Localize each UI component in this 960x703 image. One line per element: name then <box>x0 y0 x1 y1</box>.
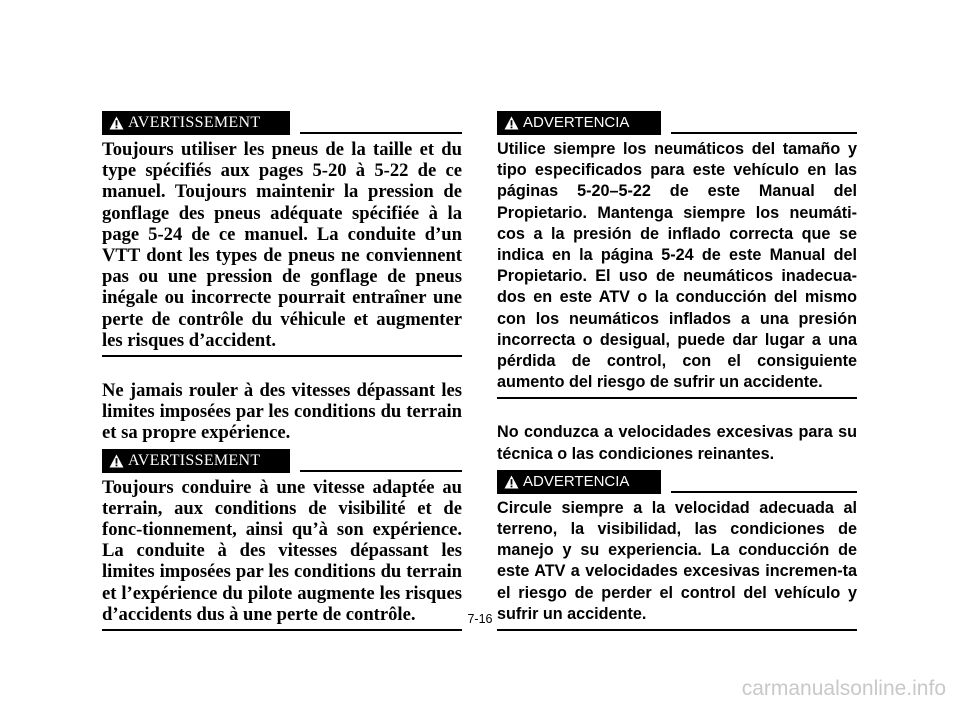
warning-label: ADVERTENCIA <box>523 114 630 132</box>
warning-badge <box>497 470 661 494</box>
page-number: 7-16 <box>467 612 493 626</box>
french-column <box>102 110 462 631</box>
warning-header <box>102 448 462 474</box>
warning-end-rule <box>497 397 857 399</box>
warning-badge <box>102 449 290 473</box>
warning-end-rule <box>497 629 857 631</box>
header-rule <box>300 470 462 472</box>
warning-badge <box>497 111 661 135</box>
header-rule <box>671 132 857 134</box>
warning-header <box>497 110 857 136</box>
warning-triangle-icon <box>504 475 519 489</box>
body-paragraph: Ne jamais rouler à des vitesses dépassant les limites imposées par les conditions du terrain et sa propre expérience. <box>102 380 462 444</box>
warning-text: Toujours conduire à une vitesse adaptée au terrain, aux conditions de visibilité et de fonc-tionnement, ainsi qu’à son expérience. La conduite à des vitesses dépassant les limites imposées par les conditions du terrain et l’expérience du pilote augmente les risques d’accidents dus à une perte de contrôle. <box>102 476 462 625</box>
warning-label: ADVERTENCIA <box>523 473 630 491</box>
warning-text: Circule siempre a la velocidad adecuada al terreno, la visibilidad, las condiciones de manejo y su experiencia. La conducción de este ATV a velocidades excesivas incremen-ta el riesgo de perder el control del vehículo y sufrir un accidente. <box>497 498 857 623</box>
warning-label: AVERTISSEMENT <box>128 452 261 470</box>
watermark: carmanualsonline.info <box>741 677 946 700</box>
warning-triangle-icon <box>109 454 124 468</box>
header-rule <box>671 491 857 493</box>
warning-triangle-icon <box>109 116 124 130</box>
warning-header <box>102 110 462 136</box>
warning-badge <box>102 111 290 135</box>
header-rule <box>300 132 462 134</box>
spanish-column <box>497 110 857 631</box>
warning-text: Toujours utiliser les pneus de la taille et du type spécifiés aux pages 5-20 à 5-22 de ce manuel. Toujours maintenir la pression de gonflage des pneus adéquate spécifiée à la page 5-24 de ce manuel. La conduite d’un VTT dont les types de pneus ne conviennent pas ou une pression de gonflage de pneus inégale ou incorrecte pourrait entraîner une perte de contrôle du véhicule et augmenter les risques d’accident. <box>102 139 462 351</box>
body-paragraph: No conduzca a velocidades excesivas para su técnica o las condiciones reinantes. <box>497 423 857 463</box>
warning-label: AVERTISSEMENT <box>128 114 261 132</box>
warning-text: Utilice siempre los neumáticos del tamaño y tipo especificados para este vehículo en las páginas 5-20–5-22 de este Manual del Propietario. Mantenga siempre los neumáti-cos a la presión de inflado correcta que se indica en la página 5-24 de este Manual del Propietario. El uso de neumáticos inadecua-dos en este ATV o la conducción del mismo con los neumáticos inflados a una presión incorrecta o desigual, puede dar lugar a una pérdida de control, con el consiguiente aumento del riesgo de sufrir un accidente. <box>497 140 857 392</box>
warning-end-rule <box>102 355 462 357</box>
warning-end-rule <box>102 629 462 631</box>
warning-triangle-icon <box>504 116 519 130</box>
warning-header <box>497 469 857 495</box>
